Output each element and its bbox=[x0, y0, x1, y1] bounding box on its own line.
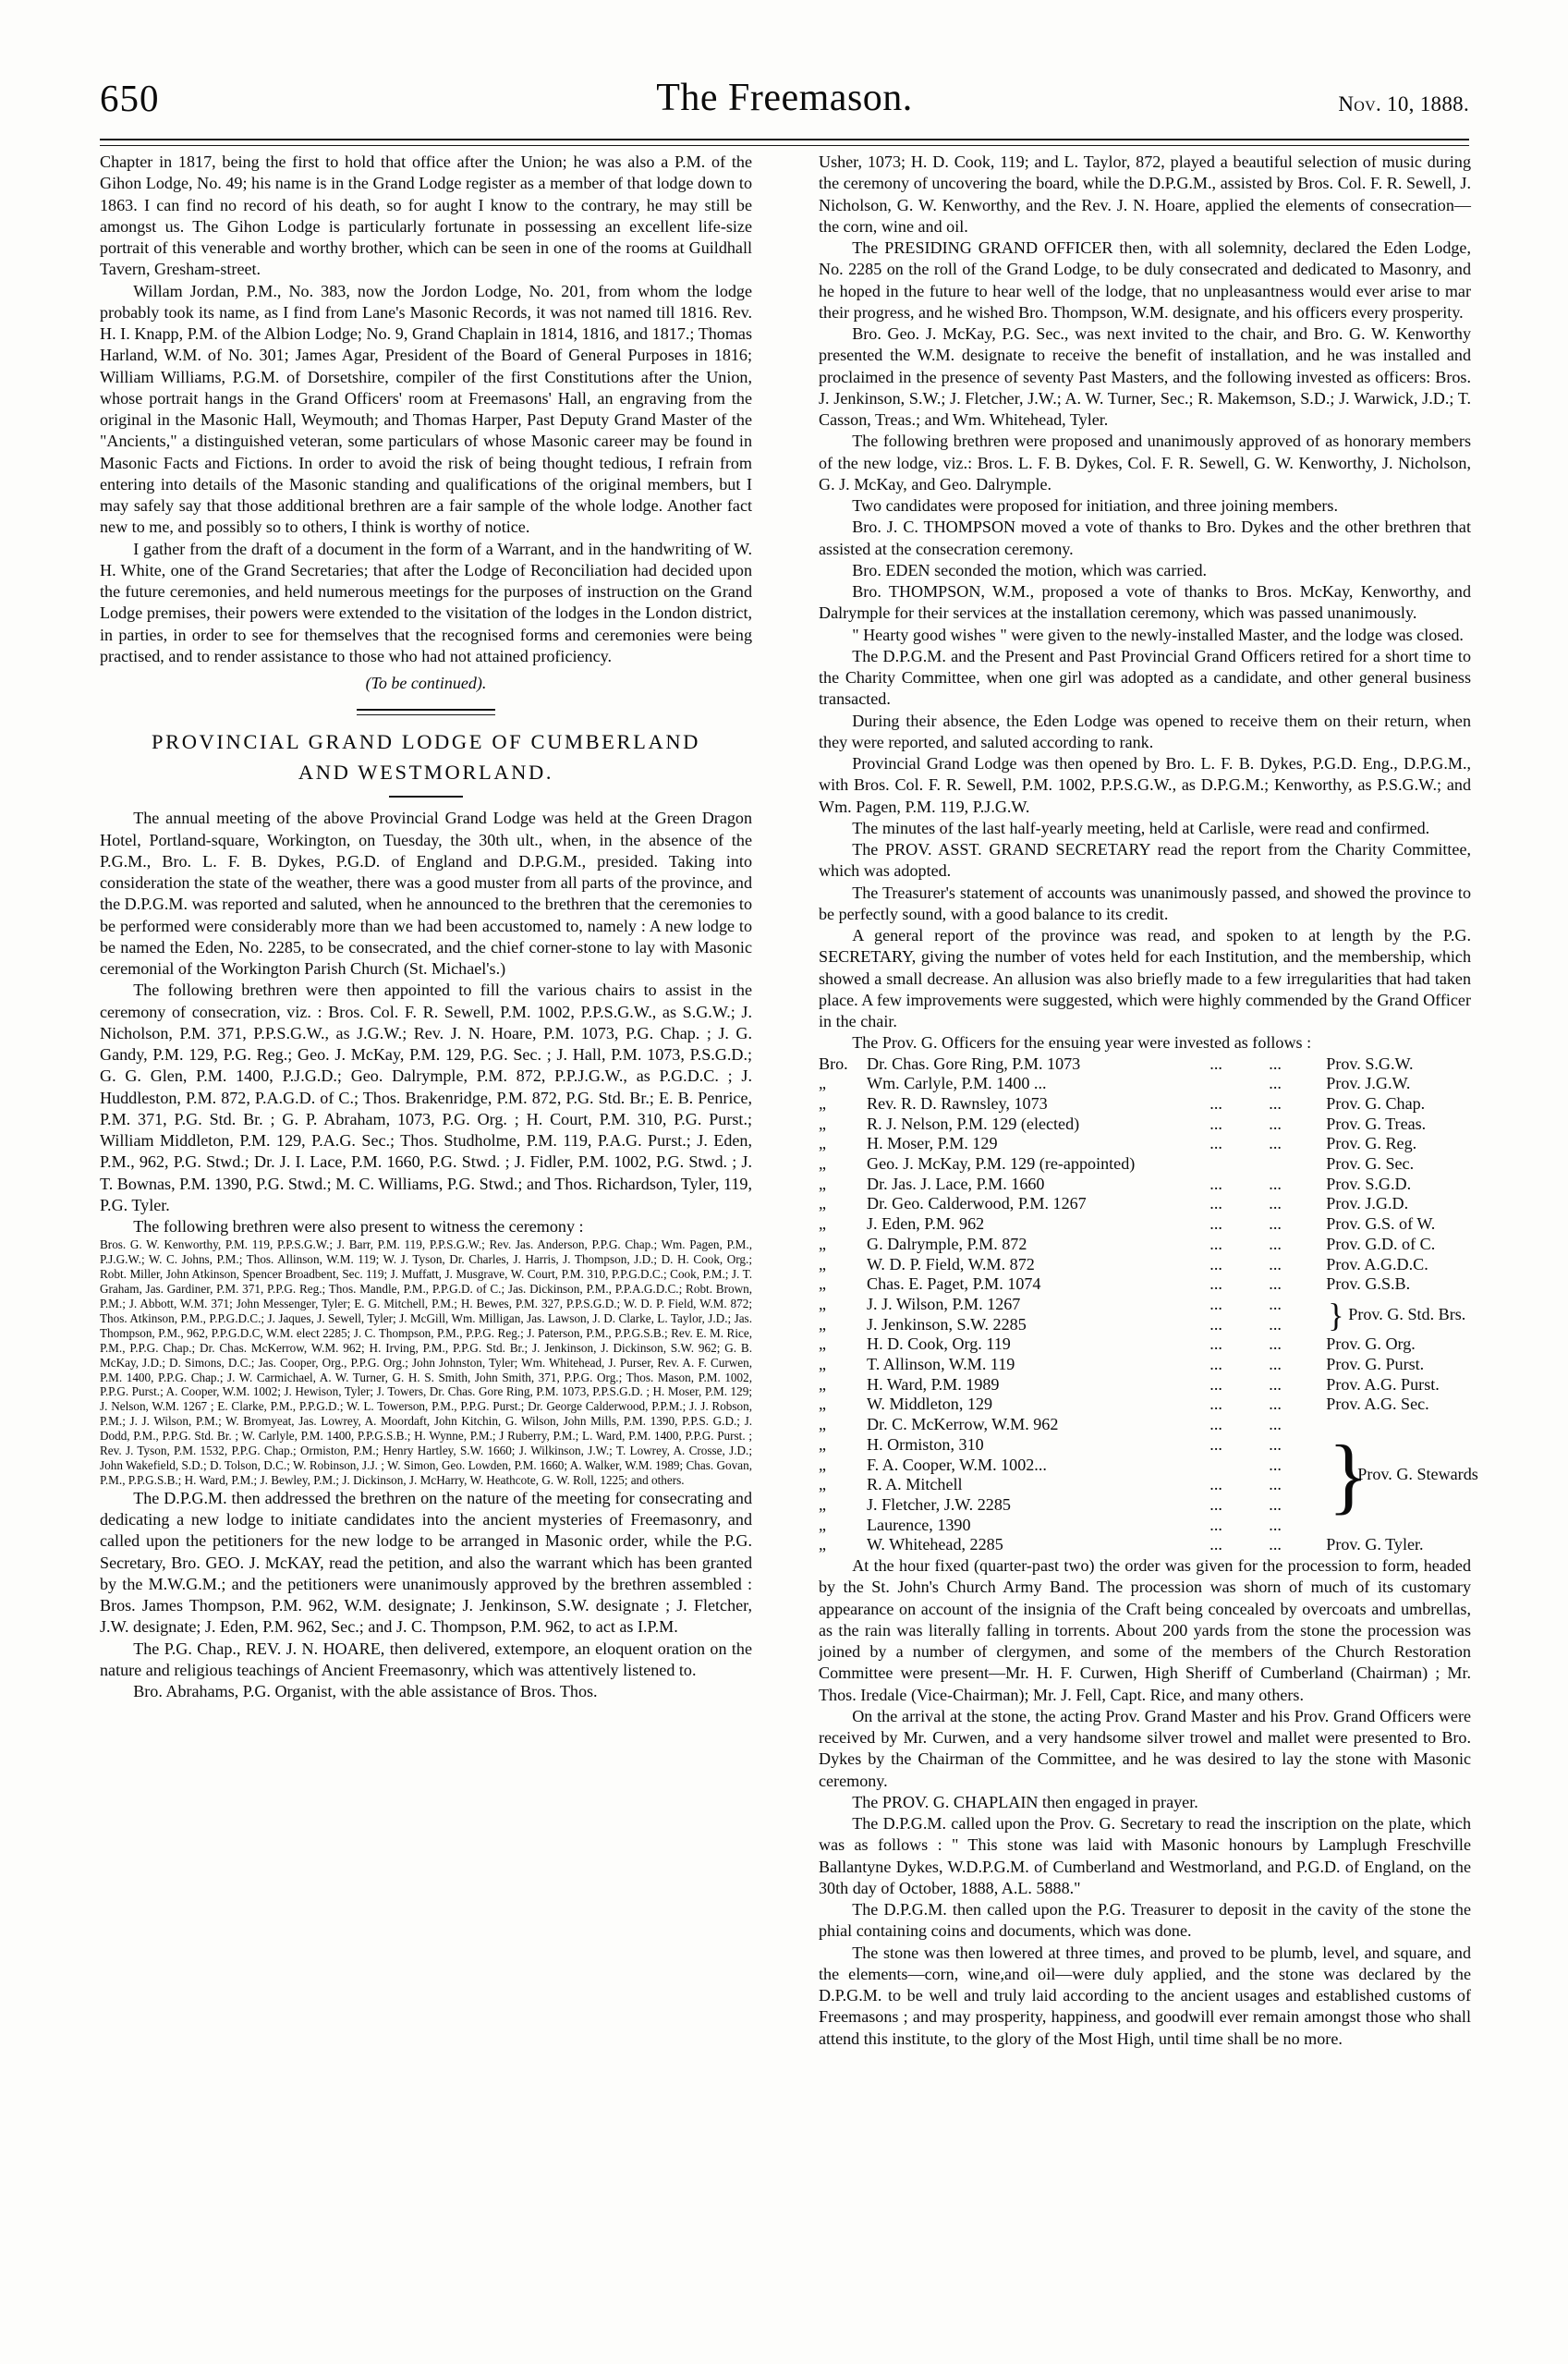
row-prefix: „ bbox=[819, 1455, 827, 1474]
row-prefix: „ bbox=[819, 1174, 827, 1193]
leader-dots: ... bbox=[1209, 1355, 1222, 1374]
paragraph: The P.G. Chap., REV. J. N. HOARE, then delivered, extempore, an eloquent oration on the nature and religious teachings of Ancient Freemasonry, which was attentively listened to. bbox=[100, 1639, 752, 1679]
leader-dots: ... bbox=[1269, 1093, 1282, 1113]
section-title-line-1: PROVINCIAL GRAND LODGE OF CUMBERLAND bbox=[151, 730, 701, 754]
leader-dots bbox=[1209, 1074, 1269, 1094]
row-prefix: „ bbox=[819, 1334, 827, 1354]
paragraph: The Treasurer's statement of accounts was unanimously passed, and showed the province to be perfectly sound, with a good balance to its credit. bbox=[819, 883, 1471, 923]
officer-office: Prov. G. Chap. bbox=[1326, 1093, 1426, 1113]
row-prefix: „ bbox=[819, 1074, 827, 1093]
paragraph: A general report of the province was read, and spoken to at length by the P.G. SECRETARY, giving the number of votes held for each Institution, and the membership, which showed a small decrease. An allusion was also briefly made to a few irregularities that had taken place. A few improvements were suggested, which were highly commended by the Grand Officer in the chair. bbox=[819, 926, 1471, 1030]
officer-name: Laurence, 1390 bbox=[867, 1515, 971, 1534]
officer-name: G. Dalrymple, P.M. 872 bbox=[867, 1234, 1027, 1253]
officer-office: Prov. G.D. of C. bbox=[1326, 1234, 1436, 1253]
leader-dots: ... bbox=[1269, 1234, 1282, 1253]
leader-dots: ... bbox=[1209, 1114, 1222, 1133]
to-be-continued: (To be continued). bbox=[365, 674, 487, 692]
officer-name: W. Middleton, 129 bbox=[867, 1395, 993, 1414]
officer-office: Prov. G. Purst. bbox=[1326, 1355, 1425, 1374]
paragraph: The D.P.G.M. then called upon the P.G. Treasurer to deposit in the cavity of the stone the phial containing coins and documents, which was done. bbox=[819, 1900, 1471, 1941]
row-prefix: „ bbox=[819, 1294, 827, 1313]
officer-office: Prov. G.S. of W. bbox=[1326, 1214, 1436, 1234]
publication-title: The Freemason. bbox=[656, 77, 913, 119]
officer-office: Prov. G. Std. Brs. bbox=[1348, 1304, 1466, 1323]
table-row bbox=[819, 1134, 1471, 1154]
leader-dots: ... bbox=[1269, 1334, 1282, 1354]
masthead bbox=[100, 79, 1469, 137]
officer-name: J. J. Wilson, P.M. 1267 bbox=[867, 1294, 1021, 1313]
leader-dots bbox=[1209, 1154, 1269, 1175]
officer-name: Wm. Carlyle, P.M. 1400 ... bbox=[867, 1074, 1047, 1093]
leader-dots: ... bbox=[1269, 1395, 1282, 1414]
officer-name: J. Fletcher, J.W. 2285 bbox=[867, 1494, 1011, 1514]
row-prefix: „ bbox=[819, 1415, 827, 1434]
paragraph: I gather from the draft of a document in the form of a Warrant, and in the handwriting of W. H. White, one of the Grand Secretaries; that after the Lodge of Reconciliation had decided upon the future ceremonies, and held numerous meetings for the purposes of instruction on the Grand Lodge premises, their powers were extended to the visitation of the lodges in the London district, in parties, in order to see for themselves that the recognised forms and ceremonies were being practised, and to render assistance to those who had not attained proficiency. bbox=[100, 539, 752, 665]
row-prefix: „ bbox=[819, 1234, 827, 1253]
paragraph: Bro. EDEN seconded the motion, which was carried. bbox=[852, 560, 1208, 579]
table-row bbox=[819, 1115, 1471, 1135]
leader-dots: ... bbox=[1209, 1475, 1222, 1494]
officer-office: Prov. G. Reg. bbox=[1326, 1134, 1417, 1153]
left-column bbox=[100, 152, 769, 2305]
row-prefix: „ bbox=[819, 1134, 827, 1153]
leader-dots: ... bbox=[1209, 1093, 1222, 1113]
row-prefix: „ bbox=[819, 1535, 827, 1554]
officers-table bbox=[819, 1054, 1478, 1556]
braced-office-stewards: } Prov. G. Stewards bbox=[1328, 1428, 1478, 1523]
table-row bbox=[819, 1214, 1471, 1235]
leader-dots: ... bbox=[1269, 1355, 1282, 1374]
row-prefix: „ bbox=[819, 1355, 827, 1374]
officer-office: Prov. A.G. Purst. bbox=[1326, 1374, 1440, 1394]
leader-dots: ... bbox=[1209, 1415, 1222, 1434]
paragraph: The PROV. ASST. GRAND SECRETARY read the report from the Charity Committee, which was adopted. bbox=[819, 840, 1471, 881]
leader-dots: ... bbox=[1269, 1134, 1282, 1153]
leader-dots: ... bbox=[1269, 1475, 1282, 1494]
officer-name: Geo. J. McKay, P.M. 129 (re-appointed) bbox=[867, 1154, 1136, 1174]
row-prefix: „ bbox=[819, 1093, 827, 1113]
leader-dots: ... bbox=[1269, 1455, 1282, 1474]
officer-name: Rev. R. D. Rawnsley, 1073 bbox=[867, 1093, 1048, 1113]
braced-office-std-bearers: } Prov. G. Std. Brs. bbox=[1328, 1296, 1466, 1334]
table-row bbox=[819, 1054, 1471, 1075]
leader-dots: ... bbox=[1269, 1294, 1282, 1313]
leader-dots: ... bbox=[1209, 1334, 1222, 1354]
paragraph: Bro. Abrahams, P.G. Organist, with the able assistance of Bros. Thos. bbox=[133, 1682, 598, 1701]
officer-name: R. J. Nelson, P.M. 129 (elected) bbox=[867, 1114, 1080, 1133]
paragraph: Chapter in 1817, being the first to hold that office after the Union; he was also a P.M. of the Gihon Lodge, No. 49; his name is in the Grand Lodge register as a member of that lodge down to 1863. I can find no record of his death, so for aught I know to the contrary, he may still be amongst us. The Gihon Lodge is particularly fortunate in possessing an excellent life-size portrait of this venerable and worthy brother, which can be seen in one of the rooms at Guildhall Tavern, Gresham-street. bbox=[100, 152, 752, 279]
leader-dots: ... bbox=[1269, 1515, 1282, 1534]
leader-dots: ... bbox=[1209, 1535, 1222, 1554]
paragraph: Bro. J. C. THOMPSON moved a vote of thanks to Bro. Dykes and the other brethren that assisted at the consecration ceremony. bbox=[819, 518, 1471, 558]
officer-name: Dr. Chas. Gore Ring, P.M. 1073 bbox=[867, 1054, 1081, 1073]
leader-dots: ... bbox=[1269, 1274, 1282, 1294]
officer-name: H. Moser, P.M. 129 bbox=[867, 1134, 998, 1153]
paragraph: Provincial Grand Lodge was then opened by Bro. L. F. B. Dykes, P.G.D. Eng., D.P.G.M., with Bros. Col. F. R. Sewell, P.M. 1002, P.P.S.G.W., as D.P.G.M.; Kenworthy, as P.S.G.W.; and Wm. Pagen, P.M. 119, P.J.G.W. bbox=[819, 754, 1471, 816]
officer-office: Prov. G. Stewards bbox=[1357, 1465, 1478, 1484]
leader-dots: ... bbox=[1269, 1415, 1282, 1434]
leader-dots: ... bbox=[1269, 1494, 1282, 1514]
leader-dots bbox=[1209, 1456, 1269, 1476]
leader-dots: ... bbox=[1209, 1515, 1222, 1534]
leader-dots: ... bbox=[1209, 1214, 1222, 1234]
section-subrule bbox=[389, 796, 463, 798]
masthead-rule bbox=[100, 139, 1469, 146]
paragraph: On the arrival at the stone, the acting Prov. Grand Master and his Prov. Grand Officers were received by Mr. Curwen, and a very handsome silver trowel and mallet were presented to Bro. Dykes by the Chairman of the Committee, and he was desired to lay the stone with Masonic ceremony. bbox=[819, 1706, 1471, 1790]
column-container bbox=[100, 152, 1478, 2305]
officer-office: Prov. A.G. Sec. bbox=[1326, 1395, 1429, 1414]
leader-dots: ... bbox=[1209, 1194, 1222, 1213]
table-row bbox=[819, 1334, 1471, 1355]
paragraph: At the hour fixed (quarter-past two) the order was given for the procession to form, headed by the St. John's Church Army Band. The procession was shorn of much of its customary appearance on account of the insignia of the Craft being concealed by overcoats and umbrellas, as the rain was literally falling in torrents. About 200 yards from the stone the procession was joined by a number of clergymen, and some of the members of the Church Restoration Committee were present—Mr. H. F. Curwen, High Sheriff of Cumberland (Chairman) ; Mr. Thos. Iredale (Vice-Chairman); Mr. J. Fell, Capt. Rice, and many others. bbox=[819, 1556, 1471, 1704]
paragraph: The following brethren were also present to witness the ceremony : bbox=[133, 1217, 584, 1237]
officer-name: W. D. P. Field, W.M. 872 bbox=[867, 1254, 1035, 1273]
table-row bbox=[819, 1175, 1471, 1195]
column-gutter bbox=[769, 152, 819, 2305]
leader-dots: ... bbox=[1269, 1194, 1282, 1213]
officer-name: Dr. Geo. Calderwood, P.M. 1267 bbox=[867, 1194, 1087, 1213]
leader-dots: ... bbox=[1269, 1254, 1282, 1273]
paragraph: The PROV. G. CHAPLAIN then engaged in prayer. bbox=[852, 1792, 1198, 1811]
paragraph: The following brethren were then appointed to fill the various chairs to assist in the ceremony of consecration, viz. : Bros. Col. F. R. Sewell, P.M. 1002, P.P.S.G.W., as S.G.W.; J. Nicholson, P.M. 371, P.P.S.G.W., as J.G.W.; Rev. J. N. Hoare, P.M. 1073, P.G. Chap. ; J. G. Gandy, P.M. 129, P.G. Reg.; Geo. J. McKay, P.M. 129, P.G. Sec. ; J. Hall, P.M. 1073, P.S.G.D.; G. G. Glen, P.M. 1400, P.J.G.D.; Geo. Dalrymple, P.M. 872, P.P.J.G.W., as P.G.D.C. ; J. Huddleston, P.M. 872, P.A.G.D. of C.; Thos. Brakenridge, P.M. 872, P.G. Std. Br.; E. B. Penrice, P.M. 371, P.G. Std. Br. ; G. P. Abraham, 1073, P.G. Org. ; H. Court, P.M. 310, P.G. Purst.; William Middleton, P.M. 129, P.A.G. Sec.; Thos. Studholme, P.M. 119, P.A.G. Purst.; J. Eden, P.M., 962, P.G. Stwd.; Dr. J. I. Lace, P.M. 1660, P.G. Stwd. ; J. Fidler, P.M. 1002, P.G. Stwd. ; J. T. Bownas, P.M. 1390, P.G. Stwd.; M. C. Williams, P.G. Stwd.; and Thos. Richardson, Tyler, 119, P.G. Tyler. bbox=[100, 981, 752, 1214]
officer-office: Prov. G. Org. bbox=[1326, 1334, 1416, 1354]
officer-office: Prov. A.G.D.C. bbox=[1326, 1254, 1428, 1273]
officer-office: Prov. S.G.W. bbox=[1326, 1054, 1414, 1073]
table-row bbox=[819, 1535, 1471, 1555]
officer-name: W. Whitehead, 2285 bbox=[867, 1535, 1003, 1554]
leader-dots: ... bbox=[1209, 1234, 1222, 1253]
leader-dots: ... bbox=[1269, 1074, 1282, 1093]
leader-dots: ... bbox=[1209, 1274, 1222, 1294]
row-prefix: „ bbox=[819, 1475, 827, 1494]
row-prefix: „ bbox=[819, 1314, 827, 1334]
officer-name: H. Ward, P.M. 1989 bbox=[867, 1374, 1000, 1394]
leader-dots: ... bbox=[1209, 1174, 1222, 1193]
paragraph: The D.P.G.M. and the Present and Past Provincial Grand Officers retired for a short time to the Charity Committee, when one girl was adopted as a candidate, and other general business transacted. bbox=[819, 646, 1471, 709]
page-title bbox=[100, 727, 752, 787]
officers-table-body bbox=[819, 1054, 1478, 1556]
leader-dots: ... bbox=[1209, 1134, 1222, 1153]
officer-office: Prov. G. Tyler. bbox=[1326, 1535, 1424, 1554]
paragraph: The PRESIDING GRAND OFFICER then, with all solemnity, declared the Eden Lodge, No. 2285 on the roll of the Grand Lodge, to be duly consecrated and dedicated to Masonry, and he hoped in the future to hear well of the lodge, that no unpleasantness would ever arise to mar their progress, and he wished Bro. Thompson, W.M. designate, and his officers every prosperity. bbox=[819, 238, 1471, 322]
officer-name: H. Ormiston, 310 bbox=[867, 1434, 984, 1454]
paragraph: Bro. Geo. J. McKay, P.G. Sec., was next invited to the chair, and Bro. G. W. Kenworthy presented the W.M. designate to receive the benefit of installation, and he was installed and proclaimed in the presence of seventy Past Masters, and the following invested as officers: Bros. J. Jenkinson, S.W.; J. Fletcher, J.W.; A. W. Turner, Sec.; R. Makemson, S.D.; J. Warwick, J.D.; T. Casson, Treas.; and Wm. Whitehead, Tyler. bbox=[819, 324, 1471, 429]
table-row bbox=[819, 1355, 1471, 1375]
table-row bbox=[819, 1255, 1471, 1275]
leader-dots: ... bbox=[1209, 1434, 1222, 1454]
row-prefix: „ bbox=[819, 1114, 827, 1133]
row-prefix: „ bbox=[819, 1274, 827, 1294]
section-divider-rule bbox=[357, 709, 495, 715]
officer-office: Prov. J.G.D. bbox=[1326, 1194, 1409, 1213]
leader-dots: ... bbox=[1269, 1174, 1282, 1193]
table-row bbox=[819, 1235, 1471, 1255]
officer-office: Prov. G.S.B. bbox=[1326, 1274, 1411, 1294]
officer-name: H. D. Cook, Org. 119 bbox=[867, 1334, 1011, 1354]
officer-name: Chas. E. Paget, P.M. 1074 bbox=[867, 1274, 1041, 1294]
row-prefix: „ bbox=[819, 1434, 827, 1454]
officer-name: Dr. Jas. J. Lace, P.M. 1660 bbox=[867, 1174, 1045, 1193]
row-prefix: „ bbox=[819, 1154, 827, 1174]
paragraph: Two candidates were proposed for initiation, and three joining members. bbox=[852, 496, 1339, 515]
paragraph: The minutes of the last half-yearly meeting, held at Carlisle, were read and confirmed. bbox=[852, 818, 1430, 837]
table-row bbox=[819, 1074, 1471, 1094]
paragraph: The annual meeting of the above Provincial Grand Lodge was held at the Green Dragon Hotel, Portland-square, Workington, on Tuesday, the 30th ult., when, in the absence of the P.G.M., Bro. L. F. B. Dykes, P.G.D. of England and D.P.G.M., presided. Taking into consideration the state of the weather, there was a good muster from all parts of the province, and the D.P.G.M. was reported and saluted, when he announced to the brethren that the ceremonies to be performed were considerably more than we had been accustomed to, namely : A new lodge to be named the Eden, No. 2285, to be consecrated, and the chief corner-stone to lay with Masonic ceremonial of the Workington Parish Church (St. Michael's.) bbox=[100, 809, 752, 979]
leader-dots: ... bbox=[1269, 1535, 1282, 1554]
officer-office: Prov. J.G.W. bbox=[1326, 1074, 1411, 1093]
paragraph: Willam Jordan, P.M., No. 383, now the Jordon Lodge, No. 201, from whom the lodge probably took its name, as I find from Lane's Masonic Records, it was not named till 1816. Rev. H. I. Knapp, P.M. of the Albion Lodge; No. 9, Grand Chaplain in 1814, 1816, and 1817.; Thomas Harland, W.M. of No. 301; James Agar, President of the Board of General Purposes in 1816; William Williams, P.G.M. of Dorsetshire, compiler of the first Constitutions after the Union, whose portrait hangs in the Grand Officers' room at Freemasons' Hall, an engraving from the original in the Masonic Hall, Weymouth; and Thomas Harper, Past Deputy Grand Master of the "Ancients," a distinguished veteran, some particulars of whose Masonic career may be found in Masonic Facts and Fictions. In order to avoid the risk of being thought tedious, I refrain from entering into details of the Masonic standing and qualifications of the original members, but I may safely say that those additional brethren are a fair sample of the whole lodge. Another fact new to me, and possibly so to others, I think is worthy of notice. bbox=[100, 281, 752, 537]
paragraph: The D.P.G.M. called upon the Prov. G. Secretary to read the inscription on the plate, which was as follows : " This stone was laid with Masonic honours by Lamplugh Freschville Ballantyne Dykes, W.D.P.G.M. of Cumberland and Westmorland, and P.G.D. of England, on the 30th day of October, 1888, A.L. 5888." bbox=[819, 1814, 1471, 1897]
table-row bbox=[819, 1154, 1471, 1175]
leader-dots: ... bbox=[1269, 1214, 1282, 1234]
officer-office: Prov. G. Sec. bbox=[1326, 1154, 1415, 1174]
table-row bbox=[819, 1295, 1471, 1315]
paragraph: The following brethren were proposed and unanimously approved of as honorary members of the new lodge, viz.: Bros. L. F. B. Dykes, Col. F. R. Sewell, G. W. Kenworthy, J. Nicholson, G. J. McKay, and Geo. Dalrymple. bbox=[819, 432, 1471, 494]
row-prefix: „ bbox=[819, 1214, 827, 1234]
paragraph: The D.P.G.M. then addressed the brethren on the nature of the meeting for consecrating and dedicating a new lodge to initiate candidates into the ancient mysteries of Freemasonry, and called upon the petitioners for the new lodge to be arranged in Masonic order, while the P.G. Secretary, Bro. GEO. J. McKAY, read the petition, and also the warrant which has been granted by the M.W.G.M.; and the petitioners were unanimously approved by the brethren assembled : Bros. James Thompson, P.M. 962, W.M. designate; J. Jenkinson, S.W. designate ; J. Fletcher, J.W. designate; J. Eden, P.M. 962, Sec.; and J. C. Thompson, P.M. 962, to act as I.P.M. bbox=[100, 1488, 752, 1637]
row-prefix: „ bbox=[819, 1194, 827, 1213]
leader-dots: ... bbox=[1269, 1314, 1282, 1334]
paragraph: Usher, 1073; H. D. Cook, 119; and L. Taylor, 872, played a beautiful selection of music during the ceremony of uncovering the board, while the D.P.G.M., assisted by Bros. Col. F. R. Sewell, J. Nicholson, G. W. Kenworthy, and the Rev. J. N. Hoare, applied the elements of consecration—the corn, wine and oil. bbox=[819, 152, 1471, 236]
paragraph: Bro. THOMPSON, W.M., proposed a vote of thanks to Bros. McKay, Kenworthy, and Dalrymple for their services at the installation ceremony, which was passed unanimously. bbox=[819, 582, 1471, 623]
row-prefix: „ bbox=[819, 1254, 827, 1273]
table-row bbox=[819, 1194, 1471, 1214]
table-row bbox=[819, 1274, 1471, 1295]
leader-dots: ... bbox=[1209, 1254, 1222, 1273]
paragraph: The Prov. G. Officers for the ensuing year were invested as follows : bbox=[852, 1033, 1312, 1053]
leader-dots: ... bbox=[1209, 1054, 1222, 1073]
leader-dots: ... bbox=[1209, 1314, 1222, 1334]
leader-dots: ... bbox=[1209, 1294, 1222, 1313]
row-prefix: „ bbox=[819, 1395, 827, 1414]
officer-name: R. A. Mitchell bbox=[867, 1475, 963, 1494]
section-title-line-2: AND WESTMORLAND. bbox=[298, 760, 554, 784]
officer-name: J. Eden, P.M. 962 bbox=[867, 1214, 985, 1234]
leader-dots: ... bbox=[1269, 1054, 1282, 1073]
page-number: 650 bbox=[100, 77, 160, 119]
leader-dots bbox=[1269, 1154, 1326, 1175]
paragraph: The stone was then lowered at three times, and proved to be plumb, level, and square, and the elements—corn, wine,and oil—were duly applied, and the stone was declared by the D.P.G.M. to be well and truly laid according to the ancient usages and established customs of Freemasons ; and may prosperity, happiness, and goodwill ever remain amongst those who shall attend this institute, to the glory of the Most High, until time shall be no more. bbox=[819, 1943, 1471, 2048]
row-prefix: „ bbox=[819, 1515, 827, 1534]
row-prefix: „ bbox=[819, 1374, 827, 1394]
paragraph: During their absence, the Eden Lodge was opened to receive them on their return, when they were reported, and saluted according to rank. bbox=[819, 711, 1471, 751]
leader-dots: ... bbox=[1269, 1434, 1282, 1454]
leader-dots: ... bbox=[1269, 1374, 1282, 1394]
paragraph: " Hearty good wishes " were given to the newly-installed Master, and the lodge was closed. bbox=[852, 625, 1464, 644]
right-column bbox=[819, 152, 1478, 2305]
table-row bbox=[819, 1094, 1471, 1115]
officer-office: Prov. S.G.D. bbox=[1326, 1174, 1412, 1193]
leader-dots: ... bbox=[1209, 1374, 1222, 1394]
officer-name: T. Allinson, W.M. 119 bbox=[867, 1355, 1015, 1374]
row-prefix: Bro. bbox=[819, 1054, 848, 1073]
officer-name: J. Jenkinson, S.W. 2285 bbox=[867, 1314, 1027, 1334]
officer-name: F. A. Cooper, W.M. 1002... bbox=[867, 1455, 1047, 1474]
row-prefix: „ bbox=[819, 1494, 827, 1514]
table-row bbox=[819, 1375, 1471, 1395]
leader-dots: ... bbox=[1209, 1494, 1222, 1514]
issue-date: Nov. 10, 1888. bbox=[1338, 92, 1469, 116]
officer-name: Dr. C. McKerrow, W.M. 962 bbox=[867, 1415, 1059, 1434]
leader-dots: ... bbox=[1209, 1395, 1222, 1414]
leader-dots: ... bbox=[1269, 1114, 1282, 1133]
table-row bbox=[819, 1395, 1471, 1415]
attendee-list: Bros. G. W. Kenworthy, P.M. 119, P.P.S.G.W.; J. Barr, P.M. 119, P.P.S.G.W.; Rev. Jas. Anderson, P.P.G. Chap.; Wm. Pagen, P.M., P.J.G.W.; W. C. Johns, P.M.; Thos. Allinson, W.M. 119; W. J. Tyson, Dr. Charles, J. Harris, J. Thompson, J.D.; D. H. Cook, Org.; Robt. Miller, John Atkinson, Spencer Broadbent, Sec. 119; J. Muffatt, J. Musgrave, W. Court, P.M. 310, P.P.G.D.C.; Cook, P.M.; J. T. Graham, Jas. Gardiner, P.M. 371, P.P.G. Reg.; Thos. Mandle, P.M., P.P.G.D. of C.; Jas. Dickinson, P.M., P.P.A.G.D.C.; Robt. Brown, P.M.; J. Abbott, W.M. 371; John Messenger, Tyler; E. G. Mitchell, P.M.; H. Bewes, P.M. 327, P.P.S.G.D.; W. D. P. Field, W.M. 872; Thos. Atkinson, P.M., P.P.G.D.C.; J. Jaques, J. Sewell, Tyler; J. McGill, Wm. Milligan, Jas. Lawson, J. D. Clarke, L. Taylor, J.D.; Jas. Thompson, P.M., 962, P.P.G.D.C, W.M. elect 2285; J. C. Thompson, P.M., P.P.G. Reg.; J. Paterson, P.M., P.P.G.S.B.; Rev. E. M. Rice, P.M., P.P.G. Chap.; Dr. Chas. McKerrow, W.M. 962; H. Irving, P.M., P.P.G. Std. Br.; J. Jenkinson, J. Dickinson, S.W. 962; G. B. McKay, J.D.; D. Simons, D.C.; Jas. Cooper, Org., P.P.G. Org.; John Johnston, Tyler; Wm. Whitehead, J. Purser, Rev. A. F. Curwen, P.M. 1400, P.P.G. Chap.; J. W. Carmichael, A. W. Turner, G. H. S. Smith, John Smith, 371, P.P.G. Org.; Thos. Mason, P.M. 1002, P.P.G. Purst.; A. Cooper, W.M. 1002; J. Hewison, Tyler; J. Towers, Dr. Chas. Gore Ring, P.M. 1073, P.P.S.G.D. ; H. Moser, P.M. 129; J. Nelson, W.M. 1267 ; E. Clarke, P.M., P.P.G.D.; W. L. Towerson, P.M., P.P.G. Purst.; Dr. George Calderwood, P.P.M.; J. J. Robson, P.M.; J. J. Wilson, P.M.; W. Bromyeat, Jas. Lowrey, A. Moordaft, John Kitchin, G. Wilson, John Mills, P.M. 1390, P.P.S. G.D.; J. Dodd, P.M., P.P.G. Std. Br. ; W. Carlyle, P.M. 1400, P.P.G.S.B.; H. Wynne, P.M.; J Ruberry, P.M.; L. Ward, P.M. 1400, P.P.G. Purst. ; Rev. J. Tyson, P.M. 1532, P.P.G. Chap.; Ormiston, P.M.; Henry Hartley, S.W. 1660; J. Wilkinson, J.W.; T. Lowrey, A. Crosse, J.D.; John Wakefield, S.D.; D. Tolson, D.C.; W. Robinson, J.J. ; W. Simon, Geo. Lowden, P.M. 1660; A. Walker, W.M. 1989; Chas. Govan, P.M., P.P.G.S.B.; H. Ward, P.M.; J. Bewley, P.M.; J. Dickinson, J. McHarry, W. Heathcote, G. W. Roll, 1225; and others. bbox=[100, 1237, 752, 1487]
officer-office: Prov. G. Treas. bbox=[1326, 1114, 1427, 1133]
table-row bbox=[819, 1415, 1471, 1435]
